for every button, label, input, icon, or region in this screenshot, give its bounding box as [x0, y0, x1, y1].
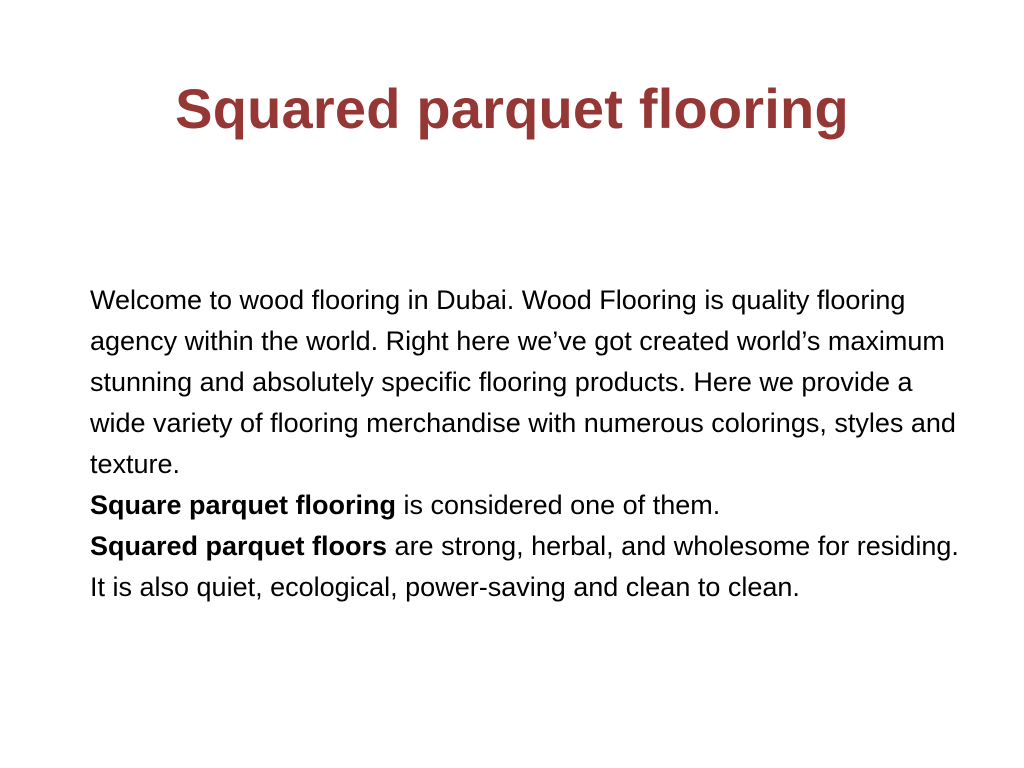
- bold-phrase: Squared parquet floors: [90, 531, 388, 561]
- paragraph-text: is considered one of them.: [396, 490, 721, 520]
- paragraph-text: are strong, herbal, and wholesome for residing.: [387, 531, 959, 561]
- slide-title: Squared parquet flooring: [175, 77, 849, 140]
- body-paragraph-quiet: It is also quiet, ecological, power-saving and clean to clean.: [90, 572, 800, 602]
- body-paragraph-squared: [90, 526, 970, 567]
- body-paragraph-square: [90, 485, 970, 526]
- bold-phrase: Square parquet flooring: [90, 490, 397, 520]
- slide-body: [90, 280, 970, 608]
- body-paragraph-intro: Welcome to wood flooring in Dubai. Wood Flooring is quality flooring agency within the world. Right here we’ve got created world’s maximum stunning and absolutely specific flooring products. Here we provide a wide variety of flooring merchandise with numerous colorings, styles and texture.: [90, 285, 956, 479]
